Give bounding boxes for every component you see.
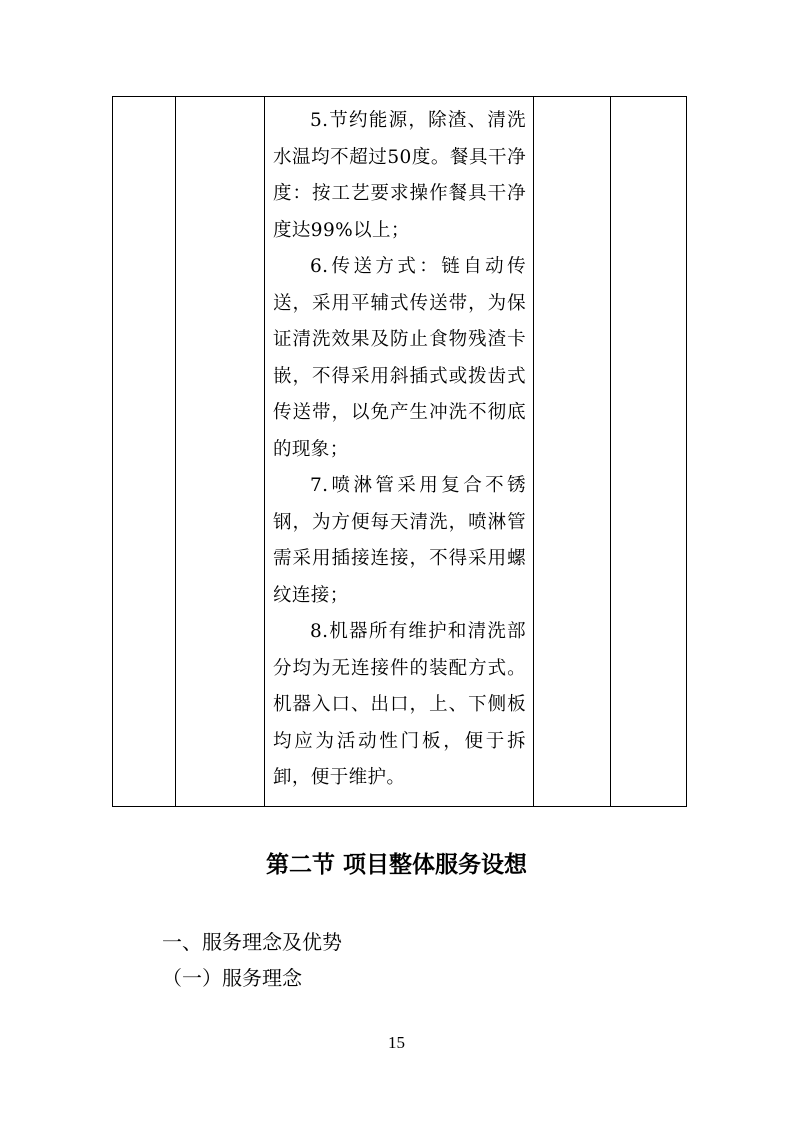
page-number: 15	[388, 1033, 405, 1052]
heading-service-concept-and-advantages: 一、服务理念及优势	[162, 930, 342, 954]
table-cell-empty-2	[176, 97, 265, 807]
section-title: 第二节 项目整体服务设想	[265, 852, 527, 878]
requirements-text	[265, 97, 533, 797]
heading-service-concept: （一）服务理念	[162, 966, 302, 990]
requirement-paragraph-6: 6.传送方式：链自动传送，采用平辅式传送带，为保证清洗效果及防止食物残渣卡嵌，不得采用斜插式或拨齿式传送带，以免产生冲洗不彻底的现象；	[273, 256, 526, 460]
table-cell-requirements	[265, 97, 534, 807]
requirement-paragraph-8: 8.机器所有维护和清洗部分均为无连接件的装配方式。机器入口、出口，上、下侧板均应为活动性门板，便于拆卸，便于维护。	[273, 621, 526, 788]
table-cell-empty-3	[534, 97, 611, 807]
requirement-paragraph-5: 5.节约能源，除渣、清洗水温均不超过50度。餐具干净度：按工艺要求操作餐具干净度达99%以上；	[273, 110, 526, 241]
requirement-paragraph-7: 7.喷淋管采用复合不锈钢，为方便每天清洗，喷淋管需采用插接连接，不得采用螺纹连接；	[273, 475, 526, 606]
table-cell-empty-1	[113, 97, 176, 807]
spec-table	[112, 96, 687, 807]
table-row	[113, 97, 687, 807]
table-cell-empty-4	[611, 97, 687, 807]
